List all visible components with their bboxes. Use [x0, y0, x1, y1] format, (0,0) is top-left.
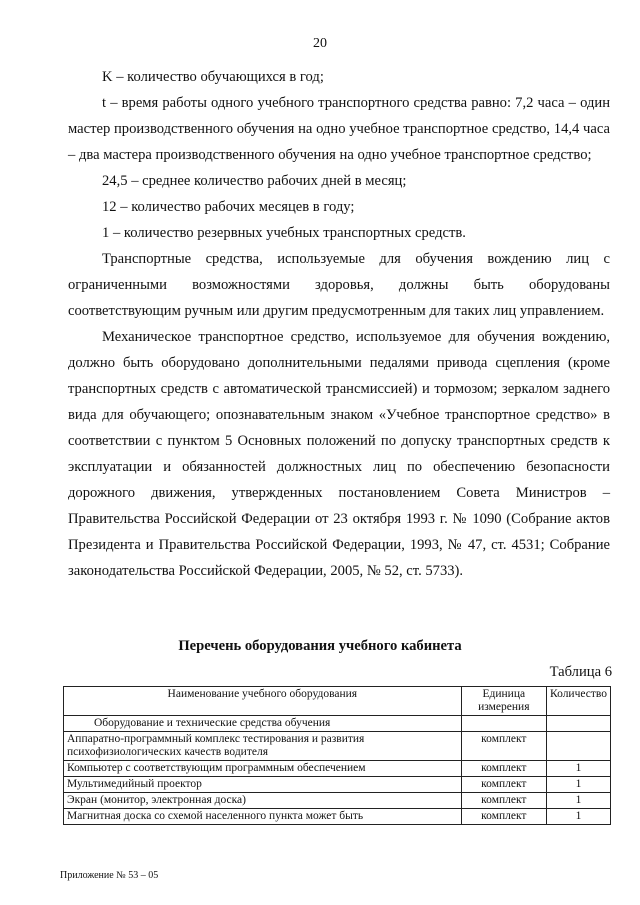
equipment-name: Компьютер с соответствующим программным обеспечением [64, 761, 462, 777]
equipment-name: Магнитная доска со схемой населенного пункта может быть [64, 809, 462, 825]
table-row [64, 761, 611, 777]
table-caption: Таблица 6 [549, 664, 612, 680]
paragraph-disabled-vehicles: Транспортные средства, используемые для обучения вождению лиц с ограниченными возможностями здоровья, должны быть оборудованы соответствующим ручным или другим предусмотренным для таких лиц управлением. [68, 251, 610, 319]
equipment-quantity: 1 [547, 809, 611, 825]
paragraph-mechanical-vehicle: Механическое транспортное средство, используемое для обучения вождению, должно быть оборудовано дополнительными педалями привода сцепления (кроме транспортных средств с автоматической трансмиссией) и тормозом; зеркалом заднего вида для обучающего; опознавательным знаком «Учебное транспортное средство» в соответствии с пунктом 5 Основных положений по допуску транспортных средств к эксплуатации и обязанностей должностных лиц по обеспечению безопасности дорожного движения, утвержденных постановлением Совета Министров – Правительства Российской Федерации от 23 октября 1993 г. № 1090 (Собрание актов Президента и Правительства Российской Федерации, 1993, № 47, ст. 4531; Собрание законодательства Российской Федерации, 2005, № 52, ст. 5733). [68, 329, 610, 579]
equipment-unit: комплект [461, 809, 546, 825]
header-unit: Единица измерения [461, 687, 546, 716]
equipment-quantity: 1 [547, 793, 611, 809]
paragraph-reserve: 1 – количество резервных учебных транспортных средств. [102, 225, 466, 241]
equipment-quantity: 1 [547, 777, 611, 793]
paragraph-work-months: 12 – количество рабочих месяцев в году; [102, 199, 355, 215]
page-number: 20 [313, 36, 327, 51]
equipment-table [63, 686, 611, 825]
paragraph-t: t – время работы одного учебного транспортного средства равно: 7,2 часа – один мастер производственного обучения на одно учебное транспортное средство, 14,4 часа – два мастера производственного обучения на одно учебное транспортное средство; [68, 95, 610, 163]
paragraph-work-days: 24,5 – среднее количество рабочих дней в месяц; [102, 173, 407, 189]
table-row [64, 777, 611, 793]
document-footer: Приложение № 53 – 05 [60, 870, 159, 881]
table-row [64, 732, 611, 761]
equipment-name: Аппаратно-программный комплекс тестирования и развития психофизиологических качеств водителя [64, 732, 462, 761]
table-section-row [64, 716, 611, 732]
equipment-quantity [547, 732, 611, 761]
equipment-name: Мультимедийный проектор [64, 777, 462, 793]
equipment-quantity: 1 [547, 761, 611, 777]
header-quantity: Количество [547, 687, 611, 716]
table-row [64, 793, 611, 809]
equipment-unit: комплект [461, 732, 546, 761]
equipment-unit: комплект [461, 793, 546, 809]
section-title: Перечень оборудования учебного кабинета [178, 638, 462, 654]
equipment-unit: комплект [461, 761, 546, 777]
equipment-name: Экран (монитор, электронная доска) [64, 793, 462, 809]
table-header-row [64, 687, 611, 716]
header-name: Наименование учебного оборудования [64, 687, 462, 716]
paragraph-k: K – количество обучающихся в год; [102, 69, 324, 85]
section-label: Оборудование и технические средства обучения [64, 716, 462, 732]
equipment-unit: комплект [461, 777, 546, 793]
document-body [68, 64, 610, 584]
table-row [64, 809, 611, 825]
